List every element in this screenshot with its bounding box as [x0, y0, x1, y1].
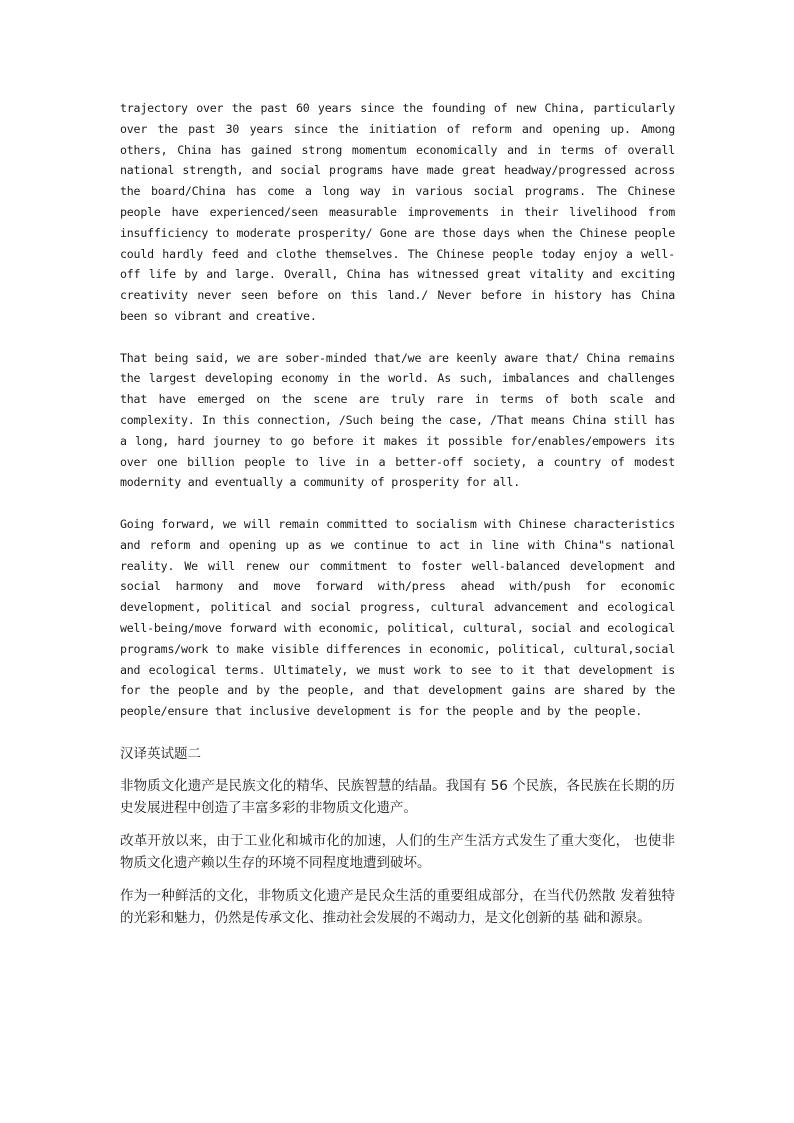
english-paragraph-1: trajectory over the past 60 years since the founding of new China, particularly over the past 30 years since the initiation of reform and opening up. Among others, China has gained strong momentum economically and in terms of overall national strength, and social programs have made great headway/progressed across the board/China has come a long way in various social programs. The Chinese people have experienced/seen measurable improvements in their livelihood from insufficiency to moderate prosperity/ Gone are those days when the Chinese people could hardly feed and clothe themselves. The Chinese people today enjoy a well-off life by and large. Overall, China has witnessed great vitality and exciting creativity never seen before on this land./ Never before in history has China been so vibrant and creative.	[120, 101, 675, 323]
section-heading: 汉译英试题二	[120, 745, 201, 762]
chinese-paragraph-1: 非物质文化遗产是民族文化的精华、民族智慧的结晶。我国有 56 个民族，各民族在长期的历史发展进程中创造了丰富多彩的非物质文化遗产。	[120, 777, 675, 816]
english-paragraph-2: That being said, we are sober-minded that/we are keenly aware that/ China remains the largest developing economy in the world. As such, imbalances and challenges that have emerged on the scene are truly rare in terms of both scale and complexity. In this connection, /Such being the case, /That means China still has a long, hard journey to go before it makes it possible for/enables/empowers its over one billion people to live in a better-off society, a country of modest modernity and eventually a community of prosperity for all.	[120, 350, 675, 490]
chinese-paragraph-3: 作为一种鲜活的文化，非物质文化遗产是民众生活的重要组成部分，在当代仍然散 发着独特的光彩和魅力，仍然是传承文化、推动社会发展的不竭动力，是文化创新的基 础和源泉。	[120, 887, 675, 926]
chinese-paragraph-2: 改革开放以来，由于工业化和城市化的加速，人们的生产生活方式发生了重大变化， 也使非物质文化遗产赖以生存的环境不同程度地遭到破坏。	[120, 832, 675, 871]
english-paragraph-3: Going forward, we will remain committed to socialism with Chinese characteristics and reform and opening up as we continue to act in line with China"s national reality. We will renew our commitment to foster well-balanced development and social harmony and move forward with/press ahead with/push for economic development, political and social progress, cultural advancement and ecological well-being/move forward with economic, political, cultural, social and ecological programs/work to make visible differences in economic, political, cultural,social and ecological terms. Ultimately, we must work to see to it that development is for the people and by the people, and that development gains are shared by the people/ensure that inclusive development is for the people and by the people.	[120, 516, 675, 719]
document-page	[120, 98, 675, 940]
